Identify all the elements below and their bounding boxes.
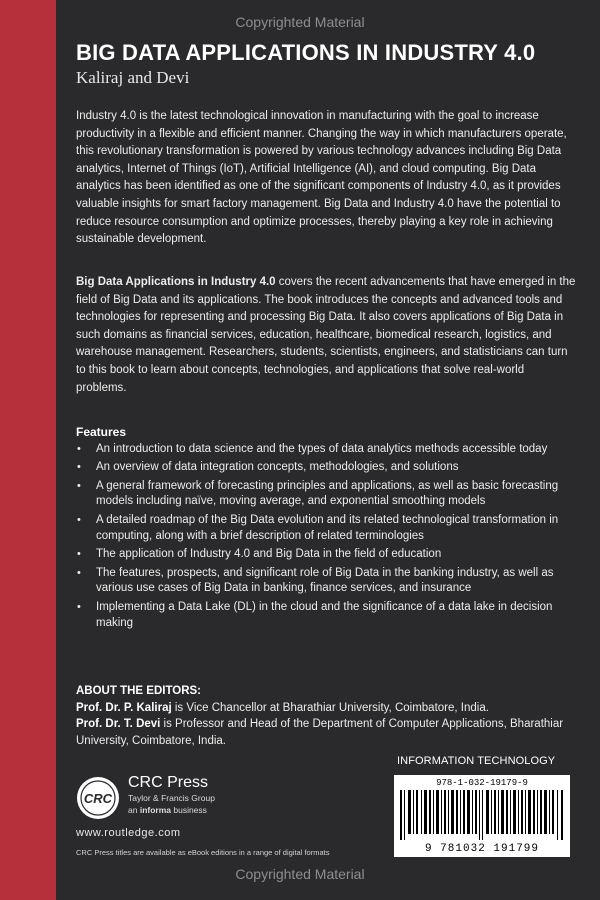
business-suffix: business (171, 805, 207, 815)
editor-1-bio: is Vice Chancellor at Bharathiar University, Coimbatore, India. (171, 701, 489, 714)
bullet-icon: • (77, 442, 81, 455)
red-side-strip (0, 0, 56, 900)
list-item (76, 600, 576, 631)
editor-2 (76, 716, 576, 749)
feature-text: An overview of data integration concepts, methodologies, and solutions (96, 461, 459, 474)
barcode-icon (400, 790, 564, 840)
editor-2-name: Prof. Dr. T. Devi (76, 718, 161, 730)
bullet-icon: • (77, 548, 81, 561)
list-item (76, 442, 576, 458)
editor-1 (76, 700, 576, 717)
editors-heading: ABOUT THE EDITORS: (76, 685, 202, 697)
feature-text: A general framework of forecasting principles and applications, as well as basic forecasting models including naïve, moving average, and exponential smoothing models (96, 479, 559, 508)
description-paragraph-2 (76, 274, 576, 397)
feature-text: An introduction to data science and the types of data analytics methods accessible today (96, 442, 548, 455)
publisher-name: CRC Press (128, 774, 209, 791)
list-item (76, 566, 576, 597)
crc-press-logo-icon (76, 776, 120, 820)
feature-text: A detailed roadmap of the Big Data evolution and its related technological transformation in computing, along with a brief description of related terminologies (96, 513, 559, 542)
list-item (76, 479, 576, 510)
bullet-icon: • (77, 566, 81, 579)
isbn-barcode-digits: 9 781032 191799 (424, 843, 540, 855)
features-heading: Features (76, 425, 127, 439)
bullet-icon: • (77, 479, 81, 492)
list-item (76, 513, 576, 544)
list-item (76, 547, 576, 563)
editor-2-bio: is Professor and Head of the Department of Computer Applications, Bharathiar University, Coimbatore, India. (76, 718, 564, 747)
description-paragraph-1: Industry 4.0 is the latest technological innovation in manufacturing with the goal to increase productivity in a flexible and efficient manner. Changing the way in which manufacturers operate, this revolutionary transformation is powered by various technology advances including Big Data analytics, Internet of Things (IoT), Artificial Intelligence (AI), and cloud computing. Big Data analytics has been identified as one of the significant components of Industry 4.0, as it provides valuable insights for smart factory management. Big Data and Industry 4.0 have the potential to reduce resource consumption and optimize processes, thereby playing a key role in achieving sustainable development. (76, 110, 567, 246)
feature-text: Implementing a Data Lake (DL) in the cloud and the significance of a data lake in decision making (96, 600, 553, 629)
publisher-business-line (128, 805, 207, 815)
paragraph-2-body: covers the recent advancements that have emerged in the field of Big Data and its applications. The book introduces the concepts and advanced tools and technologies for representing and processing Big Data. It also covers applications of Big Data in such domains as financial services, education, healthcare, biomedical research, logistics, and warehouse management. Researchers, students, scientists, engineers, and statisticians can turn to this book to learn about concepts, technologies, and applications that solve real-world problems. (76, 276, 576, 394)
ebook-note: CRC Press titles are available as eBook editions in a range of digital formats (76, 848, 330, 857)
features-section (76, 425, 576, 634)
informa-brand: informa (139, 805, 171, 815)
crc-logo-text: CRC (83, 791, 113, 806)
features-list (76, 442, 576, 632)
isbn-number: 978-1-032-19179-9 (436, 778, 528, 788)
book-title: BIG DATA APPLICATIONS IN INDUSTRY 4.0 (76, 40, 536, 65)
subject-category: INFORMATION TECHNOLOGY (397, 755, 556, 767)
bullet-icon: • (77, 513, 81, 526)
book-authors: Kaliraj and Devi (76, 68, 190, 87)
business-prefix: an (128, 805, 140, 815)
isbn-barcode (394, 775, 570, 857)
publisher-group: Taylor & Francis Group (128, 793, 215, 803)
watermark-bottom: Copyrighted Material (235, 866, 365, 882)
bullet-icon: • (77, 461, 81, 474)
feature-text: The application of Industry 4.0 and Big Data in the field of education (96, 548, 442, 561)
bullet-icon: • (77, 600, 81, 613)
editor-1-name: Prof. Dr. P. Kaliraj (76, 701, 172, 714)
list-item (76, 460, 576, 476)
feature-text: The features, prospects, and significant role of Big Data in the banking industry, as well as various use cases of Big Data in banking, finance services, and insurance (96, 566, 554, 595)
watermark-top: Copyrighted Material (235, 14, 365, 30)
about-editors (76, 683, 576, 749)
paragraph-lead-title: Big Data Applications in Industry 4.0 (76, 276, 276, 288)
publisher-website: www.routledge.com (76, 827, 181, 839)
